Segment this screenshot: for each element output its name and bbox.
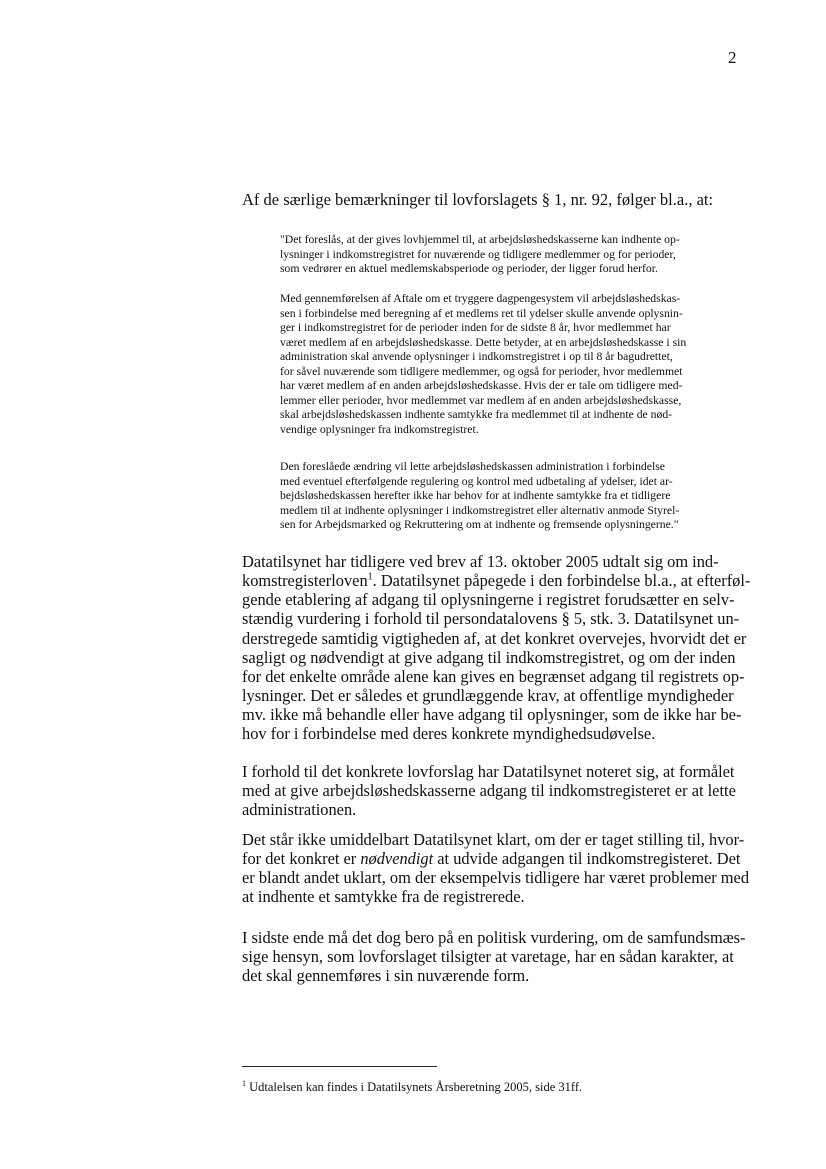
text-line: at indhente et samtykke fra de registrerede. bbox=[242, 887, 525, 907]
text-line: Datatilsynet har tidligere ved brev af 13. oktober 2005 udtalt sig om ind- bbox=[242, 552, 719, 571]
text-line: medlem til at indhente oplysninger i indkomstregistret eller alternativ anmode Styrel- bbox=[280, 503, 680, 517]
text-fragment: at udvide adgangen til indkomstregisteret. Det bbox=[433, 849, 741, 869]
text-line: lemmer eller perioder, hvor medlemmet var medlem af en anden arbejdsløshedskasse, bbox=[280, 393, 682, 407]
footnote-text: Udtalelsen kan findes i Datatilsynets Årsberetning 2005, side 31ff. bbox=[246, 1080, 583, 1094]
text-fragment: komstregisterloven bbox=[242, 571, 368, 591]
text-line: Det står ikke umiddelbart Datatilsynet klart, om der er taget stilling til, hvor- bbox=[242, 830, 745, 849]
text-line: sen for Arbejdsmarked og Rekruttering om at indhente og fremsende oplysningerne." bbox=[280, 518, 679, 532]
text-line: Den foreslåede ændring vil lette arbejdsløshedskassen administration i forbindelse bbox=[280, 460, 665, 473]
text-line: for såvel nuværende som tidligere medlemmer, og også for perioder, hvor medlemmet bbox=[280, 364, 683, 378]
footnote-divider bbox=[242, 1066, 437, 1067]
text-line: sen i forbindelse med beregning af et medlems ret til ydelser skulle anvende oplysnin- bbox=[280, 306, 683, 320]
text-line: "Det foreslås, at der gives lovhjemmel til, at arbejdsløshedskasserne kan indhente op- bbox=[280, 233, 680, 246]
body-paragraph-2 bbox=[242, 762, 754, 819]
text-line: stændig vurdering i forhold til persondatalovens § 5, stk. 3. Datatilsynet un- bbox=[242, 609, 740, 629]
text-fragment: for det konkret er bbox=[242, 849, 361, 869]
footnote bbox=[242, 1080, 582, 1095]
intro-paragraph: Af de særlige bemærkninger til lovforslagets § 1, nr. 92, følger bl.a., at: bbox=[242, 190, 714, 209]
text-line: skal arbejdsløshedskassen indhente samtykke fra medlemmet til at indhente de nød- bbox=[280, 408, 673, 422]
text-line: derstregede samtidig vigtigheden af, at det konkret overvejes, hvorvidt det er bbox=[242, 628, 747, 648]
body-paragraph-4 bbox=[242, 928, 754, 985]
text-line: lysninger. Det er således et grundlæggende krav, at offentlige myndigheder bbox=[242, 686, 734, 706]
text-line: med at give arbejdsløshedskasserne adgang til indkomstregisteret er at lette bbox=[242, 781, 736, 801]
text-line: som vedrører en aktuel medlemskabsperiode og perioder, der ligger forud herfor. bbox=[280, 262, 658, 276]
footnote-number: 1 bbox=[242, 1078, 246, 1088]
text-line: ger i indkomstregistret for de perioder inden for de sidste 8 år, hvor medlemmet har bbox=[280, 321, 671, 335]
body-paragraph-1 bbox=[242, 552, 754, 744]
text-line: I forhold til det konkrete lovforslag har Datatilsynet noteret sig, at formålet bbox=[242, 762, 735, 781]
text-line: vendige oplysninger fra indkomstregistret. bbox=[280, 422, 479, 436]
text-line: med eventuel efterfølgende regulering og kontrol med udbetaling af ydelser, idet ar- bbox=[280, 474, 673, 488]
text-line: mv. ikke må behandle eller have adgang til oplysninger, som de ikke har be- bbox=[242, 705, 742, 725]
body-paragraph-3 bbox=[242, 830, 754, 907]
quote-paragraph-3 bbox=[280, 460, 740, 533]
text-line bbox=[242, 571, 754, 590]
text-line: sagligt og nødvendigt at give adgang til indkomstregistret, og om der inden bbox=[242, 647, 736, 667]
text-line: administrationen. bbox=[242, 800, 357, 820]
text-line bbox=[242, 849, 754, 868]
text-line: har været medlem af en anden arbejdsløshedskasse. Hvis der er tale om tidligere med- bbox=[280, 379, 683, 393]
text-line: det skal gennemføres i sin nuværende form. bbox=[242, 966, 530, 986]
text-line: sige hensyn, som lovforslaget tilsigter at varetage, har en sådan karakter, at bbox=[242, 947, 734, 967]
text-line: Med gennemførelsen af Aftale om et tryggere dagpengesystem vil arbejdsløshedskas- bbox=[280, 292, 681, 305]
text-line: gende etablering af adgang til oplysningerne i registret forudsætter en selv- bbox=[242, 590, 735, 610]
emphasis-text: nødvendigt bbox=[360, 849, 434, 869]
text-line: for det enkelte område alene kan gives en begrænset adgang til registrets op- bbox=[242, 666, 745, 686]
text-line: hov for i forbindelse med deres konkrete myndighedsudøvelse. bbox=[242, 724, 656, 744]
quote-paragraph-1 bbox=[280, 233, 740, 277]
footnote-reference[interactable]: 1 bbox=[367, 571, 373, 583]
page-number: 2 bbox=[728, 48, 737, 67]
text-line: I sidste ende må det dog bero på en politisk vurdering, om de samfundsmæs- bbox=[242, 928, 746, 947]
quote-paragraph-2 bbox=[280, 292, 740, 437]
text-line: været medlem af en arbejdsløshedskasse. Dette betyder, at en arbejdsløshedskasse i sin bbox=[280, 335, 687, 349]
text-line: er blandt andet uklart, om der eksempelvis tidligere har været problemer med bbox=[242, 868, 750, 888]
text-line: bejdsløshedskassen herefter ikke har behov for at indhente samtykke fra et tidligere bbox=[280, 489, 671, 503]
text-line: lysninger i indkomstregistret for nuværende og tidligere medlemmer og for perioder, bbox=[280, 247, 676, 261]
text-fragment: . Datatilsynet påpegede i den forbindelse bl.a., at efterføl- bbox=[372, 571, 751, 591]
text-line: administration skal anvende oplysninger i indkomstregistret i op til 8 år bagudrettet, bbox=[280, 350, 673, 364]
